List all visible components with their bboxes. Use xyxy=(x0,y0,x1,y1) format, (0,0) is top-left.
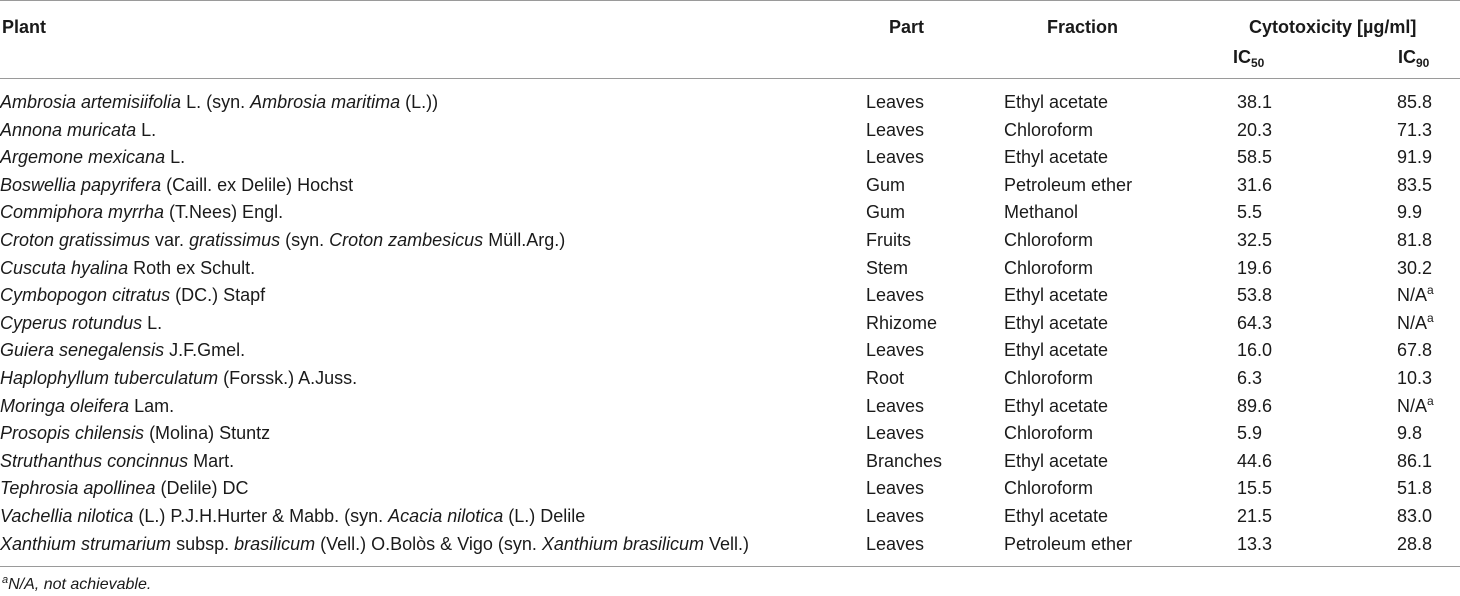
plant-name-text: (DC.) Stapf xyxy=(170,285,266,306)
ic90-value: 71.3 xyxy=(1397,119,1433,140)
plant-name-italic: Ambrosia maritima xyxy=(250,92,401,112)
cell-fraction: Ethyl acetate xyxy=(1004,92,1109,112)
ic90-value: 83.0 xyxy=(1397,505,1433,526)
plant-name-italic: Moringa oleifera xyxy=(0,395,130,416)
header-plant: Plant xyxy=(2,17,47,37)
cell-part: Leaves xyxy=(866,478,925,499)
cell-fraction: Ethyl acetate xyxy=(1004,312,1109,333)
table-row xyxy=(0,448,1460,476)
table-row xyxy=(0,531,1460,559)
table-row xyxy=(0,227,1460,255)
cell-plant xyxy=(0,475,866,503)
cell-fraction: Chloroform xyxy=(1004,119,1094,140)
cell-plant xyxy=(0,144,866,172)
cell-ic50: 21.5 xyxy=(1237,505,1273,526)
cell-part: Gum xyxy=(866,174,906,195)
plant-name-italic: Tephrosia apollinea xyxy=(0,478,156,499)
ic90-value: N/A xyxy=(1397,312,1428,333)
cell-ic90 xyxy=(1397,393,1460,421)
cell-ic90 xyxy=(1397,475,1460,503)
plant-name-text: L. xyxy=(136,119,157,140)
bottom-rule xyxy=(0,566,1460,567)
plant-name-text: (Forssk.) A.Juss. xyxy=(218,367,358,388)
plant-name-italic: Struthanthus concinnus xyxy=(0,450,189,471)
cell-ic50: 32.5 xyxy=(1237,229,1273,250)
cell-fraction: Ethyl acetate xyxy=(1004,505,1109,526)
table-row xyxy=(0,199,1460,227)
table-row xyxy=(0,503,1460,531)
cell-ic90 xyxy=(1397,503,1460,531)
ic90-value: 10.3 xyxy=(1397,367,1433,388)
plant-name-italic: Xanthium brasilicum xyxy=(541,533,704,554)
cell-part: Leaves xyxy=(866,92,925,112)
plant-name-text: J.F.Gmel. xyxy=(164,340,246,361)
table-row xyxy=(0,282,1460,310)
cell-ic90 xyxy=(1397,172,1460,200)
cell-fraction: Petroleum ether xyxy=(1004,533,1133,554)
plant-name-italic: Cuscuta hyalina xyxy=(0,257,129,278)
cell-ic90 xyxy=(1397,420,1460,448)
cell-part: Leaves xyxy=(866,119,925,140)
plant-name-italic: Croton zambesicus xyxy=(329,229,484,250)
plant-name-text: Lam. xyxy=(129,395,175,416)
plant-name-italic: Guiera senegalensis xyxy=(0,340,165,361)
plant-name-italic: Annona muricata xyxy=(0,119,137,140)
footnote-ref: a xyxy=(1427,310,1434,325)
plant-name-italic: Ambrosia artemisiifolia xyxy=(0,92,182,112)
cell-fraction: Petroleum ether xyxy=(1004,174,1133,195)
plant-name-italic: Boswellia papyrifera xyxy=(0,174,162,195)
cell-ic50: 44.6 xyxy=(1237,450,1273,471)
cell-ic90 xyxy=(1397,337,1460,365)
plant-name-text: (syn. xyxy=(280,229,330,250)
cell-part: Leaves xyxy=(866,395,925,416)
ic90-value: 85.8 xyxy=(1397,92,1433,112)
plant-name-text: L. xyxy=(165,147,186,168)
plant-name-italic: Cymbopogon citratus xyxy=(0,285,171,306)
cell-ic50: 16.0 xyxy=(1237,340,1273,361)
ic90-value: 9.9 xyxy=(1397,202,1423,223)
header-ic90 xyxy=(1398,46,1429,68)
cell-ic90 xyxy=(1397,227,1460,255)
cell-fraction: Chloroform xyxy=(1004,367,1094,388)
table-row xyxy=(0,255,1460,283)
cell-part: Rhizome xyxy=(866,312,938,333)
cell-part: Leaves xyxy=(866,340,925,361)
ic90-value: 51.8 xyxy=(1397,478,1433,499)
table-row xyxy=(0,172,1460,200)
plant-name-italic: Cyperus rotundus xyxy=(0,312,143,333)
cell-part: Branches xyxy=(866,450,943,471)
ic90-value: 81.8 xyxy=(1397,229,1433,250)
cell-fraction: Ethyl acetate xyxy=(1004,395,1109,416)
top-rule xyxy=(0,0,1460,1)
cell-plant xyxy=(0,255,866,283)
cell-fraction: Ethyl acetate xyxy=(1004,147,1109,168)
table-row xyxy=(0,475,1460,503)
header-rule xyxy=(0,78,1460,79)
header-ic50-subscript: 50 xyxy=(1251,56,1265,70)
cell-fraction: Chloroform xyxy=(1004,257,1094,278)
cell-ic50: 58.5 xyxy=(1237,147,1273,168)
cell-plant xyxy=(0,337,866,365)
cell-plant xyxy=(0,503,866,531)
cell-ic90 xyxy=(1397,199,1460,227)
cell-plant xyxy=(0,89,866,117)
cell-ic90 xyxy=(1397,448,1460,476)
plant-name-text: L. (syn. xyxy=(181,92,251,112)
cell-ic50: 5.5 xyxy=(1237,202,1263,223)
plant-name-text: (L.)) xyxy=(400,92,439,112)
cell-plant xyxy=(0,172,866,200)
data-table xyxy=(0,89,1460,558)
cell-ic50: 31.6 xyxy=(1237,174,1273,195)
cell-ic50: 38.1 xyxy=(1237,92,1273,112)
cell-ic90 xyxy=(1397,255,1460,283)
cell-ic50: 6.3 xyxy=(1237,367,1263,388)
cell-ic90 xyxy=(1397,144,1460,172)
cell-plant xyxy=(0,282,866,310)
plant-name-italic: Croton gratissimus xyxy=(0,229,151,250)
cell-part: Root xyxy=(866,367,905,388)
ic90-value: 83.5 xyxy=(1397,174,1433,195)
header-part: Part xyxy=(889,17,925,37)
ic90-value: 9.8 xyxy=(1397,423,1423,444)
footnote xyxy=(2,575,151,595)
header-ic90-subscript: 90 xyxy=(1416,56,1430,70)
plant-name-text: Vell.) xyxy=(703,533,749,554)
table-row xyxy=(0,144,1460,172)
table-row xyxy=(0,89,1460,117)
header-ic90-label: IC xyxy=(1398,47,1416,67)
cell-fraction: Chloroform xyxy=(1004,423,1094,444)
cell-ic50: 20.3 xyxy=(1237,119,1273,140)
cell-fraction: Ethyl acetate xyxy=(1004,285,1109,306)
cell-fraction: Chloroform xyxy=(1004,229,1094,250)
ic90-value: 91.9 xyxy=(1397,147,1433,168)
plant-name-text: (L.) Delile xyxy=(503,505,586,526)
cell-fraction: Ethyl acetate xyxy=(1004,340,1109,361)
cell-part: Stem xyxy=(866,257,909,278)
table-row xyxy=(0,393,1460,421)
footnote-text: N/A, not achievable. xyxy=(8,576,152,593)
cell-ic50: 53.8 xyxy=(1237,285,1273,306)
table-row xyxy=(0,310,1460,338)
footnote-ref: a xyxy=(1427,283,1434,298)
cell-ic50: 19.6 xyxy=(1237,257,1273,278)
plant-name-italic: Haplophyllum tuberculatum xyxy=(0,367,219,388)
footnote-ref: a xyxy=(1427,393,1434,408)
ic90-value: N/A xyxy=(1397,395,1428,416)
footnote-mark: a xyxy=(2,574,9,586)
cell-part: Leaves xyxy=(866,423,925,444)
plant-name-text: Müll.Arg.) xyxy=(483,229,566,250)
cell-ic90 xyxy=(1397,117,1460,145)
cell-part: Leaves xyxy=(866,505,925,526)
plant-name-text: Mart. xyxy=(188,450,235,471)
plant-name-italic: Commiphora myrrha xyxy=(0,202,165,223)
ic90-value: N/A xyxy=(1397,285,1428,306)
plant-name-text: (Delile) DC xyxy=(155,478,249,499)
cell-ic90 xyxy=(1397,282,1460,310)
header-ic50 xyxy=(1233,46,1264,68)
cell-plant xyxy=(0,227,866,255)
ic90-value: 28.8 xyxy=(1397,533,1433,554)
plant-name-text: (Molina) Stuntz xyxy=(144,423,271,444)
plant-name-italic: Argemone mexicana xyxy=(0,147,166,168)
cell-part: Leaves xyxy=(866,533,925,554)
table-row xyxy=(0,365,1460,393)
cell-fraction: Chloroform xyxy=(1004,478,1094,499)
ic90-value: 86.1 xyxy=(1397,450,1433,471)
header-cytotoxicity: Cytotoxicity [µg/ml] xyxy=(1249,17,1417,37)
plant-name-italic: Prosopis chilensis xyxy=(0,423,145,444)
cell-part: Fruits xyxy=(866,229,911,250)
cell-part: Gum xyxy=(866,202,906,223)
cell-plant xyxy=(0,310,866,338)
table-row xyxy=(0,117,1460,145)
cell-plant xyxy=(0,117,866,145)
cell-plant xyxy=(0,365,866,393)
cell-ic90 xyxy=(1397,531,1460,559)
cell-ic50: 13.3 xyxy=(1237,533,1273,554)
plant-name-text: (L.) P.J.H.Hurter & Mabb. (syn. xyxy=(133,505,389,526)
cell-plant xyxy=(0,393,866,421)
cell-fraction: Ethyl acetate xyxy=(1004,450,1109,471)
cell-ic50: 64.3 xyxy=(1237,312,1273,333)
plant-name-italic: Vachellia nilotica xyxy=(0,505,134,526)
table-row xyxy=(0,420,1460,448)
plant-name-text: (Caill. ex Delile) Hochst xyxy=(161,174,354,195)
plant-name-italic: Acacia nilotica xyxy=(388,505,504,526)
plant-name-italic: Xanthium strumarium xyxy=(0,533,172,554)
table-row xyxy=(0,337,1460,365)
cell-part: Leaves xyxy=(866,285,925,306)
plant-name-italic: gratissimus xyxy=(189,229,281,250)
header-fraction: Fraction xyxy=(1047,17,1119,37)
cell-plant xyxy=(0,531,866,559)
plant-name-text: L. xyxy=(142,312,163,333)
cell-ic90 xyxy=(1397,365,1460,393)
cell-ic50: 89.6 xyxy=(1237,395,1273,416)
header-ic50-label: IC xyxy=(1233,47,1251,67)
cell-fraction: Methanol xyxy=(1004,202,1079,223)
cell-ic90 xyxy=(1397,89,1460,117)
cell-ic90 xyxy=(1397,310,1460,338)
plant-name-text: Roth ex Schult. xyxy=(128,257,256,278)
plant-name-text: var. xyxy=(150,229,190,250)
cell-part: Leaves xyxy=(866,147,925,168)
ic90-value: 67.8 xyxy=(1397,340,1433,361)
cell-ic50: 15.5 xyxy=(1237,478,1273,499)
plant-name-text: subsp. xyxy=(171,533,235,554)
plant-name-italic: brasilicum xyxy=(234,533,316,554)
plant-name-text: (T.Nees) Engl. xyxy=(164,202,284,223)
cell-ic50: 5.9 xyxy=(1237,423,1263,444)
ic90-value: 30.2 xyxy=(1397,257,1433,278)
cell-plant xyxy=(0,199,866,227)
plant-name-text: (Vell.) O.Bolòs & Vigo (syn. xyxy=(315,533,542,554)
cell-plant xyxy=(0,448,866,476)
cell-plant xyxy=(0,420,866,448)
